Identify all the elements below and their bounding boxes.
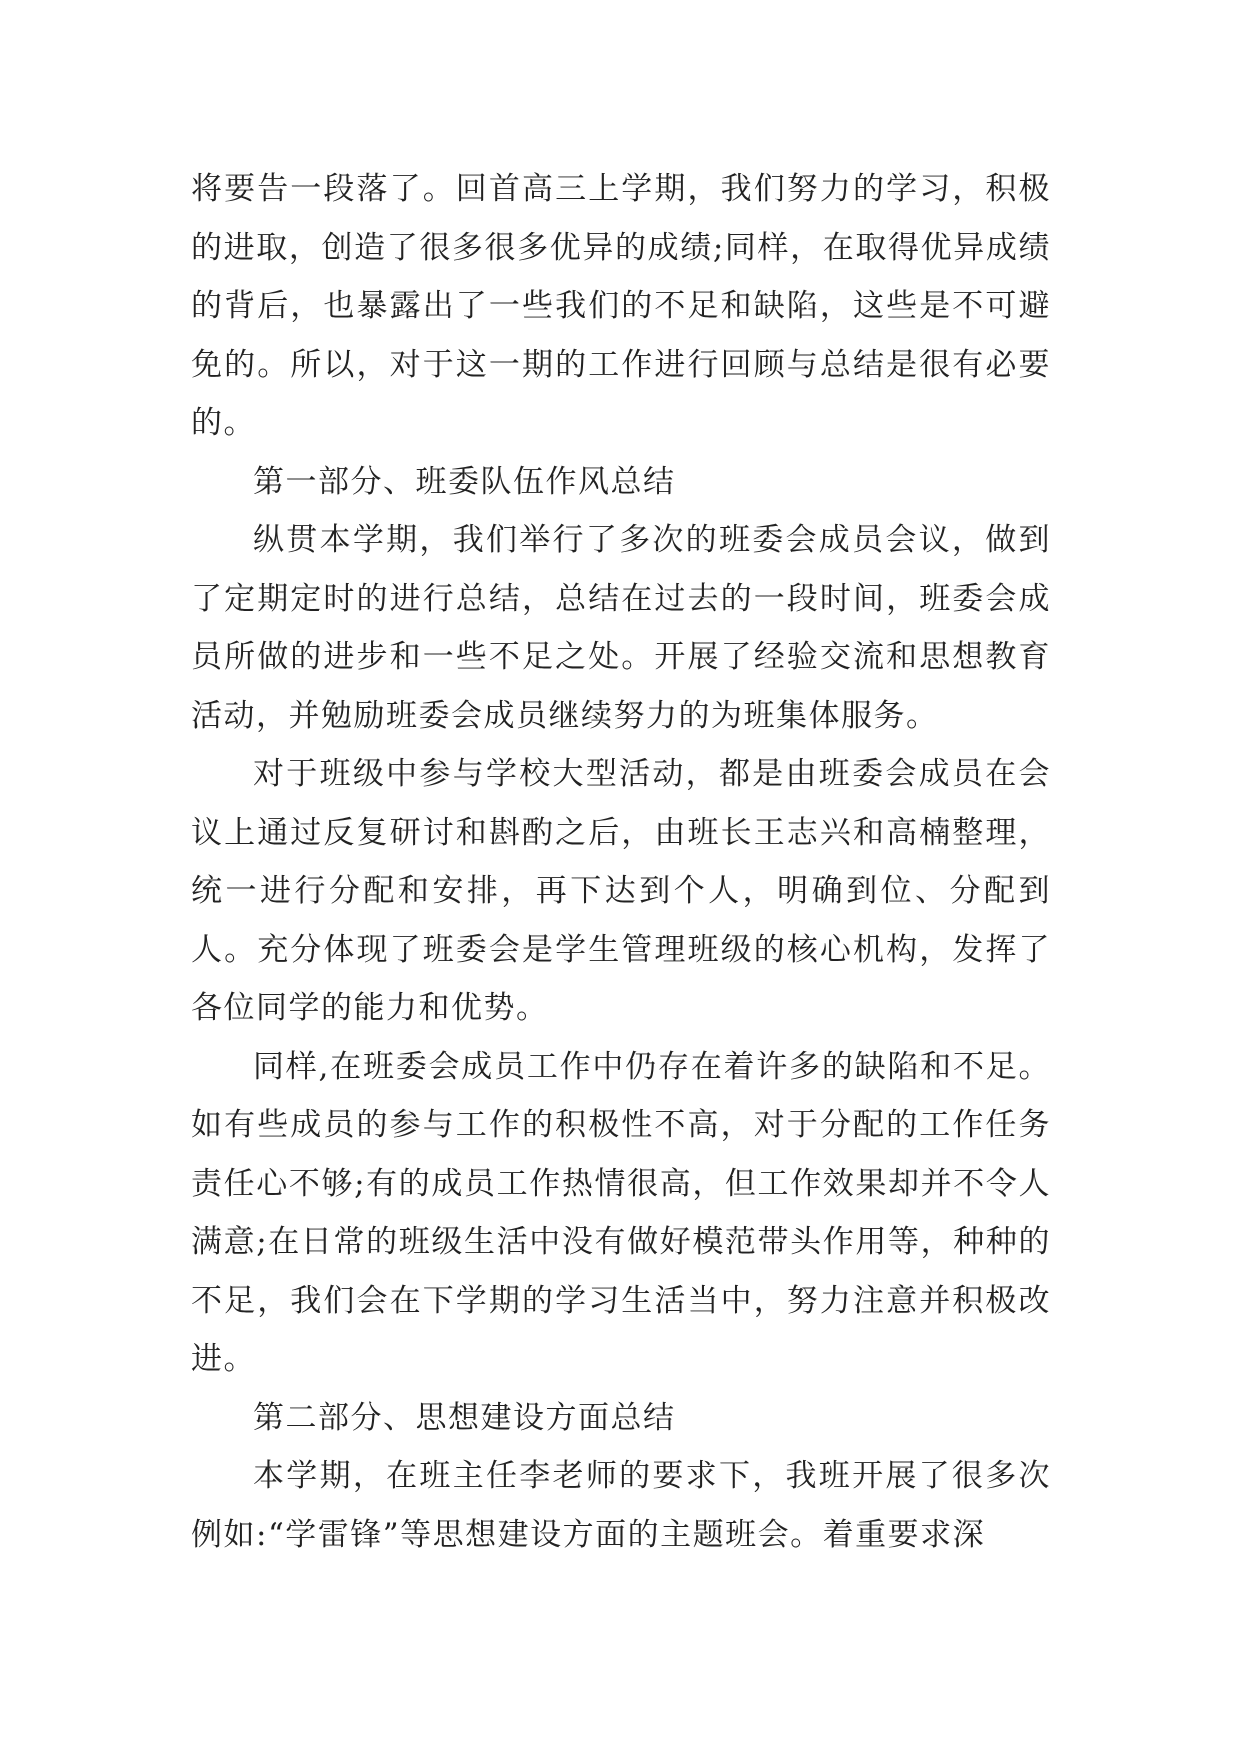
paragraph-theme-meetings: 本学期，在班主任李老师的要求下，我班开展了很多次例如:“学雷锋”等思想建设方面的主题班会。着重要求深 bbox=[191, 1458, 1051, 1553]
paragraph-intro-continuation: 将要告一段落了。回首高三上学期，我们努力的学习，积极的进取，创造了很多很多优异的成绩;同样，在取得优异成绩的背后，也暴露出了一些我们的不足和缺陷，这些是不可避免的。所以，对于这一期的工作进行回顾与总结是很有必要的。 bbox=[191, 171, 1051, 441]
paragraph-school-activities: 对于班级中参与学校大型活动，都是由班委会成员在会议上通过反复研讨和斟酌之后，由班长王志兴和高楠整理，统一进行分配和安排，再下达到个人，明确到位、分配到人。充分体现了班委会是学生管理班级的核心机构，发挥了各位同学的能力和优势。 bbox=[191, 756, 1051, 1026]
paragraph-committee-meetings: 纵贯本学期，我们举行了多次的班委会成员会议，做到了定期定时的进行总结，总结在过去的一段时间，班委会成员所做的进步和一些不足之处。开展了经验交流和思想教育活动，并勉励班委会成员继续努力的为班集体服务。 bbox=[191, 522, 1051, 734]
paragraph-shortcomings: 同样,在班委会成员工作中仍存在着许多的缺陷和不足。如有些成员的参与工作的积极性不高，对于分配的工作任务责任心不够;有的成员工作热情很高，但工作效果却并不令人满意;在日常的班级生活中没有做好模范带头作用等，种种的不足，我们会在下学期的学习生活当中，努力注意并积极改进。 bbox=[191, 1048, 1051, 1377]
section-heading-ideological-building: 第二部分、思想建设方面总结 bbox=[253, 1399, 676, 1436]
document-body bbox=[191, 160, 1051, 1564]
section-heading-class-committee: 第一部分、班委队伍作风总结 bbox=[253, 463, 676, 500]
